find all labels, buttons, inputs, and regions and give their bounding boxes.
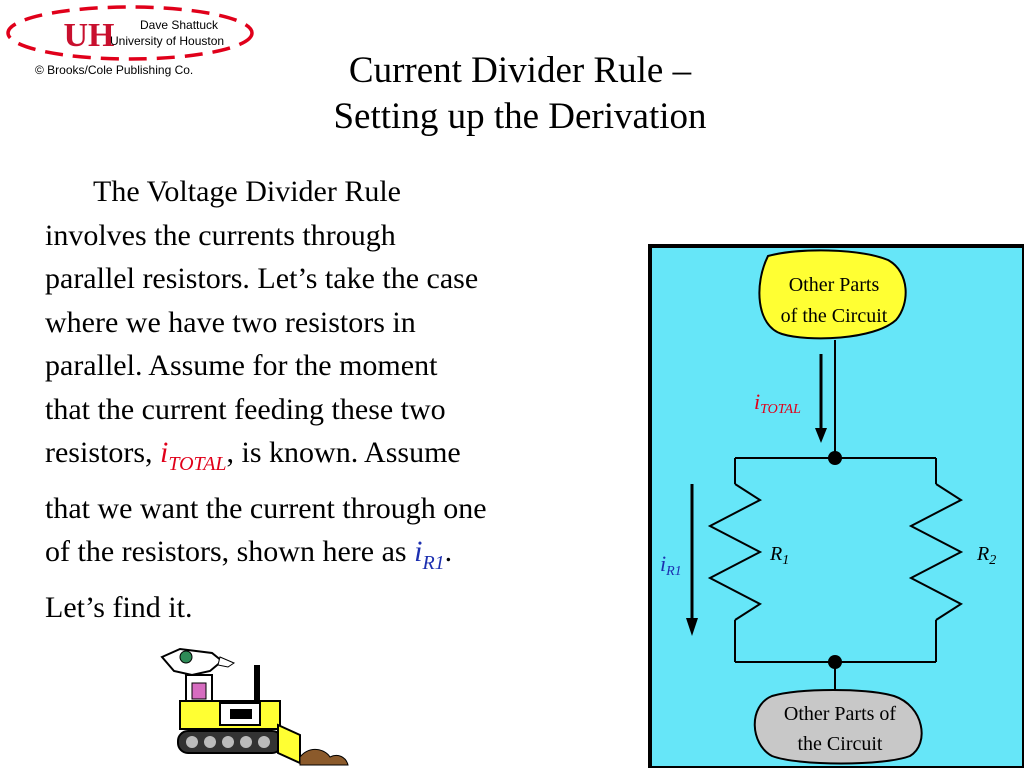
header-logo <box>0 0 260 90</box>
top-cloud-label-1: Other Parts <box>788 274 880 296</box>
body-line: involves the currents through <box>45 218 396 252</box>
body-line: parallel. Assume for the moment <box>45 349 438 382</box>
body-line <box>45 170 645 214</box>
institution-name: University of Houston <box>110 34 225 48</box>
body-line <box>45 530 645 586</box>
title-line-2: Setting up the Derivation <box>333 96 707 137</box>
body-line-text: . <box>444 535 453 568</box>
i-r1-variable: $i_{R1}$ <box>414 535 445 574</box>
circuit-diagram <box>648 244 1024 768</box>
body-line: where we have two resistors in <box>45 305 416 339</box>
bulldozer-svg <box>150 645 350 768</box>
body-line <box>45 431 645 487</box>
author-name: Dave Shattuck <box>140 18 219 32</box>
i-r1-label: iR1 <box>660 551 682 579</box>
r2-label: $R_2$ <box>977 543 997 568</box>
top-node <box>828 451 842 465</box>
copyright-text: © Brooks/Cole Publishing Co. <box>35 63 194 77</box>
slide-title <box>230 48 810 140</box>
circuit-svg <box>648 244 1024 768</box>
i-total-label: iTOTAL <box>754 389 801 417</box>
body-line-text: of the resistors, shown here as <box>45 535 415 568</box>
svg-text:UH: UH <box>63 17 115 54</box>
body-line-text: The Voltage Divider Rule <box>93 175 401 208</box>
body-line: Let’s find it. <box>45 590 193 624</box>
uh-logo-icon <box>64 14 115 54</box>
bulldozer-mascot-icon <box>150 645 350 768</box>
r1-label: $R_1$ <box>770 543 790 568</box>
top-cloud-label-2: of the Circuit <box>780 305 888 327</box>
title-line-1: Current Divider Rule – <box>348 50 692 91</box>
i-total-variable: $i_{TOTAL}$ <box>160 436 227 475</box>
bottom-cloud-label-1: Other Parts of <box>783 703 897 725</box>
body-paragraph <box>45 170 645 629</box>
body-line-text: resistors, <box>45 436 160 469</box>
logo-ellipse <box>8 7 252 59</box>
body-line: that the current feeding these two <box>45 392 446 426</box>
body-line: that we want the current through one <box>45 491 487 525</box>
bottom-cloud-label-2: the Circuit <box>797 733 883 755</box>
body-line-text: , is known. Assume <box>226 436 461 469</box>
body-line: parallel resistors. Let’s take the case <box>45 262 479 295</box>
